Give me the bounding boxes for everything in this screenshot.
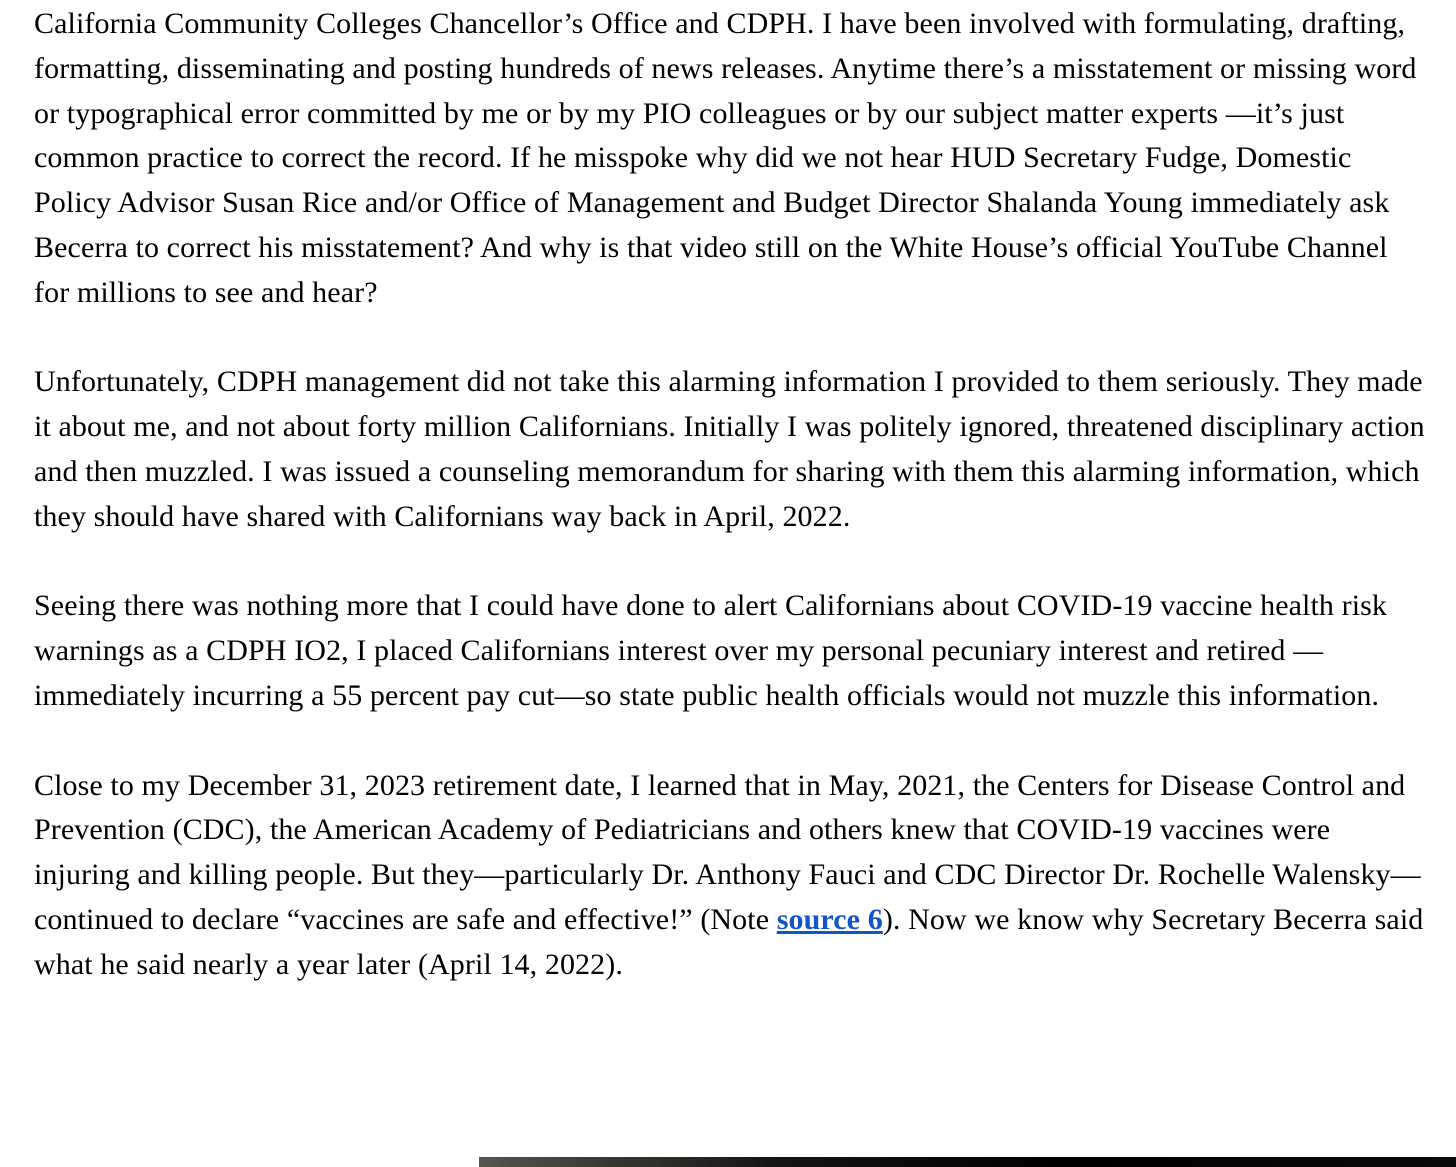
embedded-media-top-edge: [479, 1157, 1456, 1167]
paragraph-text-before-link: Close to my December 31, 2023 retirement date, I learned that in May, 2021, the Centers for Disease Control and Prevention (CDC), the American Academy of Pediatricians and others knew that COVID-19 vaccines were injuring and killing people. But they—particularly Dr. Anthony Fauci and CDC Director Dr. Rochelle Walensky—continued to declare “vaccines are safe and effective!” (Note: [34, 768, 1421, 936]
paragraph-cdc-knowledge: [34, 764, 1426, 988]
paragraph-text-after-link: ). Now we know why Secretary Becerra said what he said nearly a year later (April 14, 2022).: [34, 902, 1424, 981]
source-6-link[interactable]: source 6: [776, 902, 883, 936]
paragraph-retirement-pay-cut: Seeing there was nothing more that I could have done to alert Californians about COVID-19 vaccine health risk warnings as a CDPH IO2, I placed Californians interest over my personal pecuniary interest and retired — immediately incurring a 55 percent pay cut—so state public health officials would not muzzle this information.: [34, 589, 1388, 712]
paragraph-news-release-corrections: California Community Colleges Chancellor’s Office and CDPH. I have been involved with formulating, drafting, formatting, disseminating and posting hundreds of news releases. Anytime there’s a misstatement or missing word or typographical error committed by me or by my PIO colleagues or by our subject matter experts —it’s just common practice to correct the record. If he misspoke why did we not hear HUD Secretary Fudge, Domestic Policy Advisor Susan Rice and/or Office of Management and Budget Director Shalanda Young immediately ask Becerra to correct his misstatement? And why is that video still on the White House’s official YouTube Channel for millions to see and hear?: [34, 7, 1417, 309]
paragraph-cdph-management-response: Unfortunately, CDPH management did not take this alarming information I provided to them seriously. They made it about me, and not about forty million Californians. Initially I was politely ignored, threatened disciplinary action and then muzzled. I was issued a counseling memorandum for sharing with them this alarming information, which they should have shared with Californians way back in April, 2022.: [34, 365, 1425, 533]
